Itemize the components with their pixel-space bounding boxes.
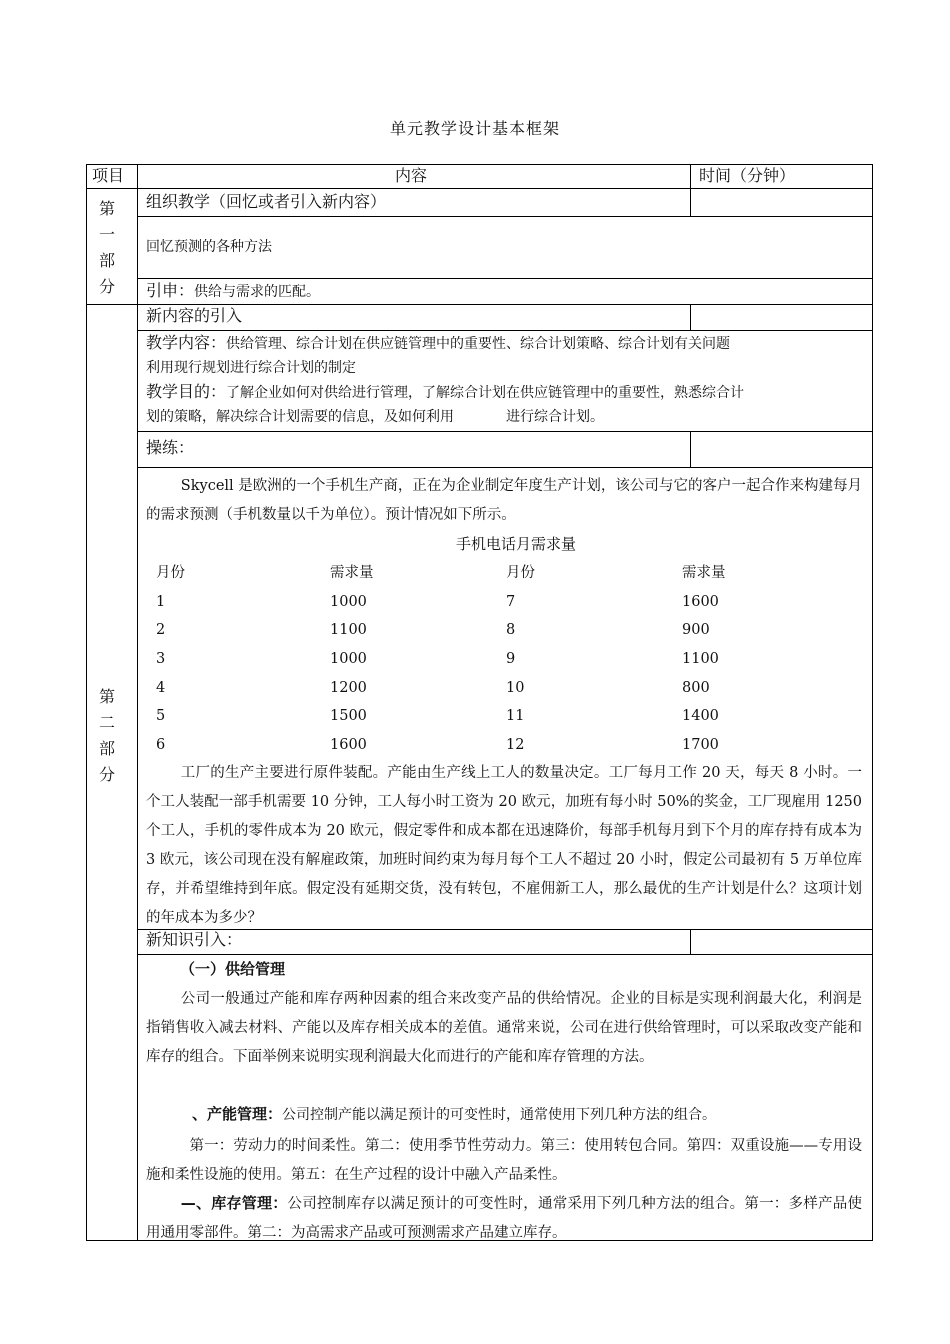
row-divider	[137, 954, 873, 955]
demand-cell: 1100	[330, 622, 367, 638]
demand-header: 需求量	[682, 565, 726, 581]
demand-cell: 12	[506, 737, 525, 753]
demand-cell: 1000	[330, 651, 367, 667]
document-title: 单元教学设计基本框架	[389, 119, 560, 138]
demand-cell: 3	[156, 651, 166, 667]
section-supply-management: （一）供给管理	[180, 960, 286, 978]
demand-header: 需求量	[330, 565, 374, 581]
col-divider-2	[690, 188, 691, 216]
demand-cell: 4	[156, 680, 166, 696]
new-content-intro: 新内容的引入	[146, 306, 243, 325]
row-divider	[86, 188, 873, 189]
row-divider	[137, 216, 873, 217]
teaching-content-cont: 利用现行规划进行综合计划的制定	[146, 360, 356, 376]
row-divider	[137, 330, 873, 331]
demand-cell: 1	[156, 594, 166, 610]
demand-cell: 10	[506, 680, 525, 696]
demand-cell: 1000	[330, 594, 367, 610]
teaching-content: 教学内容：供给管理、综合计划在供应链管理中的重要性、综合计划策略、综合计划有关问题	[146, 333, 731, 352]
teaching-goal: 教学目的：了解企业如何对供给进行管理，了解综合计划在供应链管理中的重要性，熟悉综合计	[146, 382, 745, 401]
demand-cell: 1600	[682, 594, 719, 610]
inventory-management: —、库存管理：公司控制库存以满足预计的可变性时，通常采用下列几种方法的组合。第一：多样产品使用通用零部件。第二：为高需求产品或可预测需求产品建立库存。	[146, 1194, 862, 1241]
demand-cell: 1400	[682, 708, 719, 724]
row-divider	[137, 278, 873, 279]
capacity-management: 、产能管理：公司控制产能以满足预计的可变性时，通常使用下列几种方法的组合。	[192, 1105, 717, 1123]
recall-forecast-methods: 回忆预测的各种方法	[146, 239, 272, 255]
demand-cell: 9	[506, 651, 516, 667]
col-divider-1	[137, 164, 138, 1241]
col-divider-2	[690, 164, 691, 188]
new-knowledge-label: 新知识引入：	[146, 930, 243, 949]
header-time: 时间（分钟）	[699, 166, 796, 185]
capacity-methods: 第一：劳动力的时间柔性。第二：使用季节性劳动力。第三：使用转包合同。第四：双重设施——专用设施和柔性设施的使用。第五：在生产过程的设计中融入产品柔性。	[146, 1138, 862, 1183]
demand-cell: 5	[156, 708, 166, 724]
demand-table-title: 手机电话月需求量	[456, 535, 577, 553]
header-content: 内容	[395, 166, 428, 185]
practice-label: 操练：	[146, 438, 195, 457]
demand-cell: 1600	[330, 737, 367, 753]
col-divider-2	[690, 431, 691, 467]
part2-label: 第 二 部 分	[98, 687, 115, 784]
demand-cell: 1500	[330, 708, 367, 724]
demand-cell: 1200	[330, 680, 367, 696]
organize-teaching: 组织教学（回忆或者引入新内容）	[146, 192, 387, 211]
demand-cell: 2	[156, 622, 166, 638]
demand-cell: 1700	[682, 737, 719, 753]
part1-label: 第 一 部 分	[98, 199, 115, 296]
col-divider-2	[690, 304, 691, 330]
demand-cell: 6	[156, 737, 166, 753]
factory-paragraph: 工厂的生产主要进行原件装配。产能由生产线上工人的数量决定。工厂每月工作 20 天，每天 8 小时。一个工人装配一部手机需要 10 分钟，工人每小时工资为 20 欧元，加班有每小时 50%的奖金，工厂现雇用 1250 个工人，手机的零件成本为 20 欧元，假定零件和成本都在迅速降价，每部手机每月到下个月的库存持有成本为 3 欧元，该公司现在没有解雇政策，加班时间约束为每月每个工人不超过 20 小时，假定公司最初有 5 万单位库存，并希望维持到年底。假定没有延期交货，没有转包，不雇佣新工人，那么最优的生产计划是什么？这项计划的年成本为多少？	[146, 765, 862, 926]
row-divider	[137, 467, 873, 468]
extension-line: 引申：供给与需求的匹配。	[146, 281, 321, 300]
header-item: 项目	[92, 166, 125, 185]
demand-header: 月份	[156, 565, 185, 581]
demand-header: 月份	[506, 565, 535, 581]
demand-cell: 900	[682, 622, 710, 638]
demand-cell: 11	[506, 708, 525, 724]
supply-paragraph: 公司一般通过产能和库存两种因素的组合来改变产品的供给情况。企业的目标是实现利润最大化，利润是指销售收入减去材料、产能以及库存相关成本的差值。通常来说，公司在进行供给管理时，可以采取改变产能和库存的组合。下面举例来说明实现利润最大化而进行的产能和库存管理的方法。	[146, 991, 862, 1065]
demand-cell: 800	[682, 680, 710, 696]
demand-cell: 8	[506, 622, 516, 638]
teaching-goal-cont: 划的策略，解决综合计划需要的信息，及如何利用 进行综合计划。	[146, 409, 604, 425]
demand-cell: 1100	[682, 651, 719, 667]
case-paragraph: Skycell 是欧洲的一个手机生产商，正在为企业制定年度生产计划，该公司与它的客户一起合作来构建每月的需求预测（手机数量以千为单位）。预计情况如下所示。	[146, 478, 862, 523]
demand-cell: 7	[506, 594, 516, 610]
row-divider	[137, 431, 873, 432]
